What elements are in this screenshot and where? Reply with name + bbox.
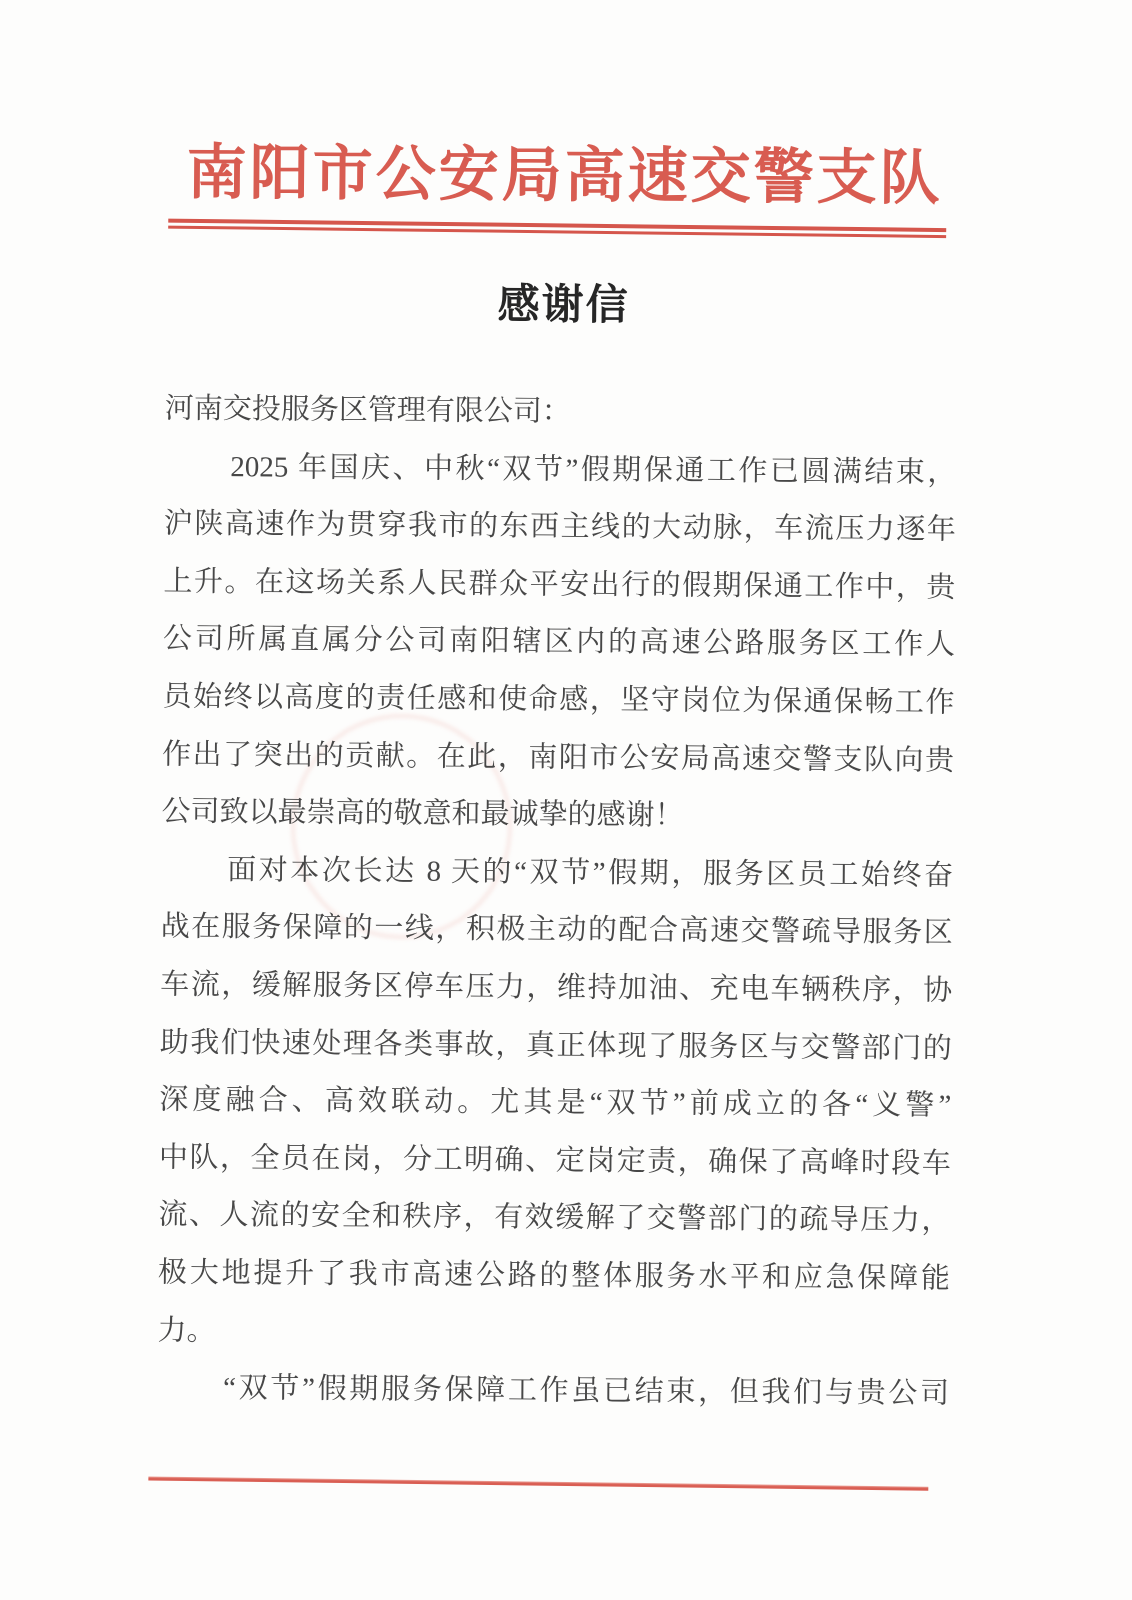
footer-divider-rule — [148, 1476, 928, 1490]
letter-line: 作出了突出的贡献。在此，南阳市公安局高速交警支队向贵 — [161, 738, 955, 777]
letterhead-divider — [168, 219, 946, 239]
letter-line: 沪陕高速作为贯穿我市的东西主线的大动脉，车流压力逐年 — [163, 507, 956, 546]
letter-line: 公司致以最崇高的敬意和最诚挚的感谢！ — [161, 795, 684, 832]
letter-line: 2025 年国庆、中秋“双节”假期保通工作已圆满结束， — [230, 450, 957, 489]
letter-line: 上升。在这场关系人民群众平安出行的假期保通工作中，贵 — [163, 565, 956, 604]
letter-line: 极大地提升了我市高速公路的整体服务水平和应急保障能 — [157, 1256, 951, 1295]
letter-line: 深度融合、高效联动。尤其是“双节”前成立的各“义警” — [159, 1083, 952, 1122]
letter-line: 力。 — [157, 1314, 216, 1347]
letter-line: 战在服务保障的一线，积极主动的配合高速交警疏导服务区 — [160, 910, 953, 950]
letter-line: 助我们快速处理各类事故，真正体现了服务区与交警部门的 — [159, 1026, 952, 1065]
letterhead-agency-title: 南阳市公安局高速交警支队 — [186, 139, 943, 212]
letter-line: 中队，全员在岗，分工明确、定岗定责，确保了高峰时段车 — [158, 1141, 951, 1180]
letter-line: 河南交投服务区管理有限公司： — [164, 392, 571, 428]
letter-line: “双节”假期服务保障工作虽已结束，但我们与贵公司 — [222, 1372, 950, 1410]
letter-line: 车流，缓解服务区停车压力，维持加油、充电车辆秩序，协 — [160, 968, 953, 1007]
letter-line: 员始终以高度的责任感和使命感，坚守岗位为保通保畅工作 — [162, 680, 955, 719]
letter-line: 面对本次长达 8 天的“双节”假期，服务区员工始终奋 — [227, 853, 954, 892]
letter-line: 流、人流的安全和秩序，有效缓解了交警部门的疏导压力， — [158, 1198, 951, 1238]
letter-line: 公司所属直属分公司南阳辖区内的高速公路服务区工作人 — [162, 622, 956, 662]
document-title: 感谢信 — [497, 282, 630, 330]
letter-body — [157, 381, 957, 1424]
